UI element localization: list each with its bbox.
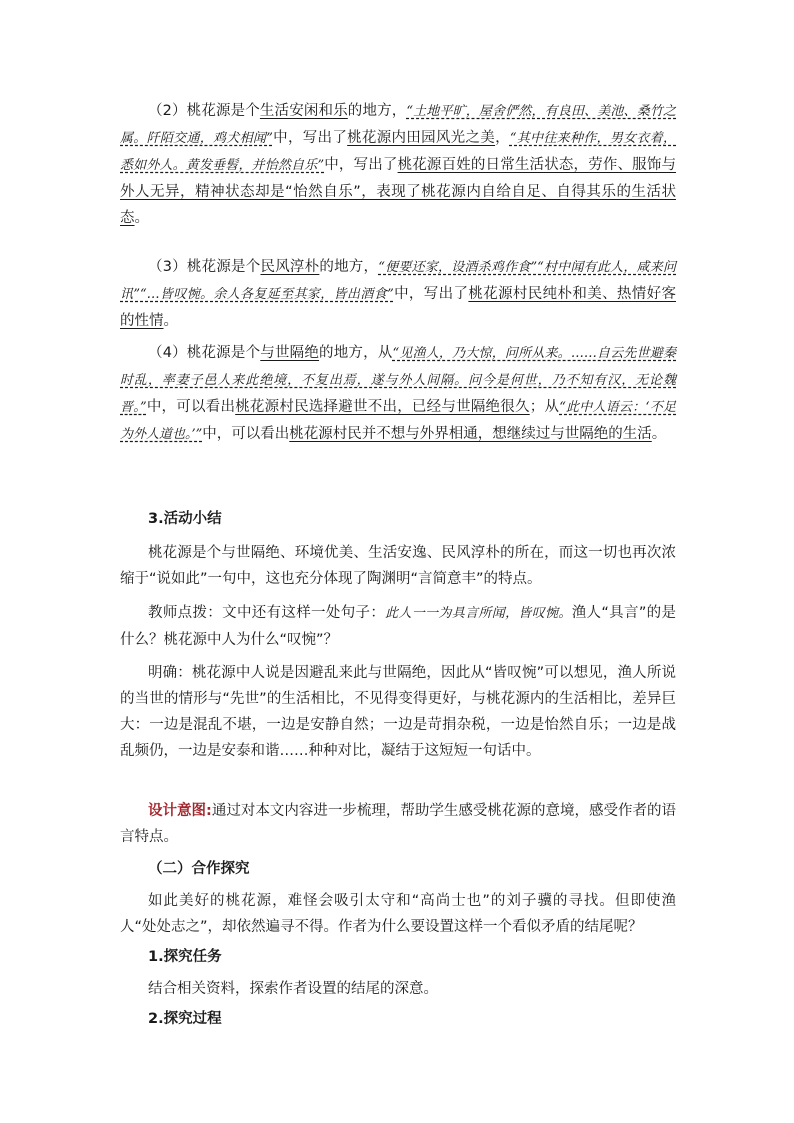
paragraph-clarification: 明确：桃花源中人说是因避乱来此与世隔绝，因此从“皆叹惋”可以想见，渔人所说的当世的情形与“先世”的生活相比，不见得变得更好，与桃花源内的生活相比，差异巨大：一边是混乱不堪，一边是安静自然；一边是苛捐杂税，一边是怡然自乐；一边是战乱频仍，一边是安泰和谐……种种对比，凝结于这短短一句话中。 bbox=[120, 665, 676, 759]
keyword-life: 生活安闲和乐 bbox=[259, 103, 348, 119]
keyword-customs: 民风淳朴 bbox=[260, 259, 320, 275]
keyword-daily-life: 桃花源百姓的日常生活状态，劳作、服饰与外人无异，精神状态却是“怡然自乐”，表现了桃花源内自给自足、自得其乐的生活状态 bbox=[120, 157, 677, 226]
heading-activity-summary: 3.活动小结 bbox=[148, 511, 222, 527]
paragraph-isolation: （4）桃花源是个与世隔绝的地方，从“见渔人，乃大惊，问所从来。……自云先世避秦时乱，率妻子邑人来此绝境，不复出焉，遂与外人间隔。问今是何世，乃不知有汉，无论魏晋。”中，可以看出桃花源村民选择避世不出，已经与世隔绝很久；从“此中人语云：‘不足为外人道也。’”中，可以看出桃花源村民并不想与外界相通，想继续过与世隔绝的生活。 bbox=[120, 345, 677, 442]
paragraph-summary: 桃花源是个与世隔绝、环境优美、生活安逸、民风淳朴的所在，而这一切也再次浓缩于“说如此”一句中，这也充分体现了陶渊明“言简意丰”的特点。 bbox=[120, 545, 676, 587]
quote-scenery: “土地平旷，屋舍俨然，有良田、美池、桑竹之属。阡陌交通，鸡犬相闻” bbox=[120, 104, 676, 146]
keyword-stay-isolated: 桃花源村民并不想与外界相通，想继续过与世隔绝的生活 bbox=[289, 426, 652, 442]
paragraph-teacher-hint: 教师点拨：文中还有这样一处句子：此人一一为具言所闻，皆叹惋。渔人“具言”的是什么？桃花源中人为什么“叹惋”？ bbox=[120, 605, 676, 648]
quote-origin: “见渔人，乃大惊，问所从来。……自云先世避秦时乱，率妻子邑人来此绝境，不复出焉，遂与外人间隔。问今是何世，乃不知有汉，无论魏晋。” bbox=[120, 346, 677, 415]
keyword-isolation: 与世隔绝 bbox=[260, 345, 320, 361]
heading-inquiry-task: 1.探究任务 bbox=[148, 949, 222, 965]
heading-cooperative-inquiry: （二）合作探究 bbox=[148, 861, 250, 877]
paragraph-customs: （3）桃花源是个民风淳朴的地方，“便要还家，设酒杀鸡作食”“村中闻有此人，咸来问讯”“…皆叹惋。余人各复延至其家，皆出酒食”中，写出了桃花源村民纯朴和美、热情好客的性情。 bbox=[120, 259, 676, 329]
paragraph-inquiry-task: 结合相关资料，探索作者设置的结尾的深意。 bbox=[148, 981, 438, 997]
quote-secret: “此中人语云：‘不足为外人道也。’” bbox=[120, 400, 677, 442]
design-intent-label: 设计意图: bbox=[148, 803, 212, 819]
heading-inquiry-process: 2.探究过程 bbox=[148, 1011, 222, 1027]
paragraph-life: （2）桃花源是个生活安闲和乐的地方，“土地平旷，屋舍俨然，有良田、美池、桑竹之属。阡陌交通，鸡犬相闻”中，写出了桃花源内田园风光之美，“其中往来种作，男女衣着，悉如外人。黄发垂髫，并怡然自乐”中，写出了桃花源百姓的日常生活状态，劳作、服饰与外人无异，精神状态却是“怡然自乐”，表现了桃花源内自给自足、自得其乐的生活状态。 bbox=[120, 103, 677, 226]
quote-sigh: 此人一一为具言所闻，皆叹惋。 bbox=[385, 606, 572, 621]
keyword-hospitality: 桃花源村民纯朴和美、热情好客的性情 bbox=[120, 286, 676, 329]
quote-hospitality: “便要还家，设酒杀鸡作食”“村中闻有此人，咸来问讯”“…皆叹惋。余人各复延至其家，皆出酒食” bbox=[120, 260, 676, 302]
keyword-avoid-world: 桃花源村民选择避世不出，已经与世隔绝很久 bbox=[235, 399, 530, 415]
keyword-scenery: 桃花源内田园风光之美 bbox=[347, 130, 496, 146]
paragraph-design-intent: 设计意图:通过对本文内容进一步梳理，帮助学生感受桃花源的意境，感受作者的语言特点。 bbox=[120, 803, 676, 845]
quote-daily-life: “其中往来种作，男女衣着，悉如外人。黄发垂髫，并怡然自乐” bbox=[120, 131, 677, 173]
paragraph-inquiry-intro: 如此美好的桃花源，难怪会吸引太守和“高尚士也”的刘子骥的寻找。但即使渔人“处处志之”，却依然遍寻不得。作者为什么要设置这样一个看似矛盾的结尾呢？ bbox=[120, 893, 676, 935]
